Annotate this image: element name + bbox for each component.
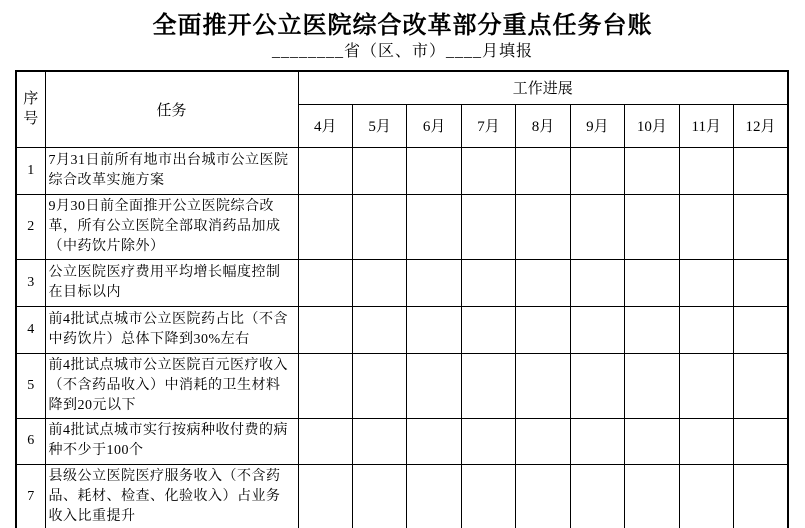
progress-cell[interactable] [298,259,352,306]
task-description: 公立医院医疗费用平均增长幅度控制在目标以内 [45,259,298,306]
progress-cell[interactable] [516,194,570,259]
progress-cell[interactable] [407,353,461,418]
progress-cell[interactable] [570,259,624,306]
progress-cell[interactable] [734,147,789,194]
task-description: 7月31日前所有地市出台城市公立医院综合改革实施方案 [45,147,298,194]
table-row [16,194,788,259]
task-description: 前4批试点城市实行按病种收付费的病种不少于100个 [45,418,298,464]
task-description: 前4批试点城市公立医院百元医疗收入（不含药品收入）中消耗的卫生材料降到20元以下 [45,353,298,418]
progress-cell[interactable] [352,306,406,353]
row-index: 6 [16,418,45,464]
progress-cell[interactable] [625,464,679,528]
row-index: 3 [16,259,45,306]
row-index: 1 [16,147,45,194]
progress-cell[interactable] [734,353,789,418]
progress-cell[interactable] [407,147,461,194]
column-header-month: 5月 [352,104,406,147]
column-header-month: 10月 [625,104,679,147]
progress-cell[interactable] [734,464,789,528]
column-header-month: 12月 [734,104,789,147]
progress-cell[interactable] [352,259,406,306]
progress-cell[interactable] [352,418,406,464]
progress-cell[interactable] [679,464,733,528]
progress-cell[interactable] [679,306,733,353]
progress-cell[interactable] [352,353,406,418]
row-index: 5 [16,353,45,418]
progress-cell[interactable] [461,306,515,353]
progress-cell[interactable] [625,353,679,418]
progress-cell[interactable] [461,259,515,306]
progress-cell[interactable] [298,147,352,194]
progress-cell[interactable] [570,353,624,418]
column-header-index: 序号 [16,71,45,147]
progress-cell[interactable] [734,194,789,259]
header-row-top [16,71,788,104]
progress-cell[interactable] [570,194,624,259]
table-row [16,306,788,353]
row-index: 4 [16,306,45,353]
task-description: 县级公立医院医疗服务收入（不含药品、耗材、检查、化验收入）占业务收入比重提升 [45,464,298,528]
progress-cell[interactable] [461,147,515,194]
progress-cell[interactable] [298,353,352,418]
progress-cell[interactable] [625,418,679,464]
row-index: 7 [16,464,45,528]
progress-cell[interactable] [352,147,406,194]
column-header-month: 11月 [679,104,733,147]
progress-cell[interactable] [679,353,733,418]
table-body [16,147,788,528]
progress-cell[interactable] [570,464,624,528]
progress-cell[interactable] [679,147,733,194]
progress-cell[interactable] [625,147,679,194]
progress-cell[interactable] [516,418,570,464]
progress-cell[interactable] [734,259,789,306]
progress-cell[interactable] [298,194,352,259]
progress-cell[interactable] [407,464,461,528]
progress-cell[interactable] [625,259,679,306]
page-title: 全面推开公立医院综合改革部分重点任务台账 [152,13,653,39]
table-row [16,147,788,194]
column-header-month: 8月 [516,104,570,147]
table-row [16,259,788,306]
progress-cell[interactable] [570,147,624,194]
column-header-month: 6月 [407,104,461,147]
task-description: 前4批试点城市公立医院药占比（不含中药饮片）总体下降到30%左右 [45,306,298,353]
progress-cell[interactable] [298,464,352,528]
column-header-progress: 工作进展 [298,71,788,104]
table-row [16,418,788,464]
task-ledger-table [15,70,789,528]
progress-cell[interactable] [461,418,515,464]
progress-cell[interactable] [516,306,570,353]
progress-cell[interactable] [734,418,789,464]
column-header-month: 7月 [461,104,515,147]
progress-cell[interactable] [352,464,406,528]
progress-cell[interactable] [352,194,406,259]
progress-cell[interactable] [679,194,733,259]
column-header-month: 4月 [298,104,352,147]
progress-cell[interactable] [625,306,679,353]
task-description: 9月30日前全面推开公立医院综合改革，所有公立医院全部取消药品加成（中药饮片除外） [45,194,298,259]
progress-cell[interactable] [298,306,352,353]
progress-cell[interactable] [461,353,515,418]
progress-cell[interactable] [407,259,461,306]
progress-cell[interactable] [570,418,624,464]
progress-cell[interactable] [407,194,461,259]
row-index: 2 [16,194,45,259]
progress-cell[interactable] [625,194,679,259]
progress-cell[interactable] [570,306,624,353]
progress-cell[interactable] [516,147,570,194]
column-header-month: 9月 [570,104,624,147]
progress-cell[interactable] [679,418,733,464]
progress-cell[interactable] [516,353,570,418]
subtitle-fill-in-line: ________省（区、市）____月填报 [271,43,533,60]
progress-cell[interactable] [679,259,733,306]
column-header-task: 任务 [45,71,298,147]
progress-cell[interactable] [516,259,570,306]
progress-cell[interactable] [734,306,789,353]
table-row [16,353,788,418]
progress-cell[interactable] [298,418,352,464]
progress-cell[interactable] [461,194,515,259]
progress-cell[interactable] [407,418,461,464]
progress-cell[interactable] [516,464,570,528]
progress-cell[interactable] [461,464,515,528]
progress-cell[interactable] [407,306,461,353]
table-row [16,464,788,528]
